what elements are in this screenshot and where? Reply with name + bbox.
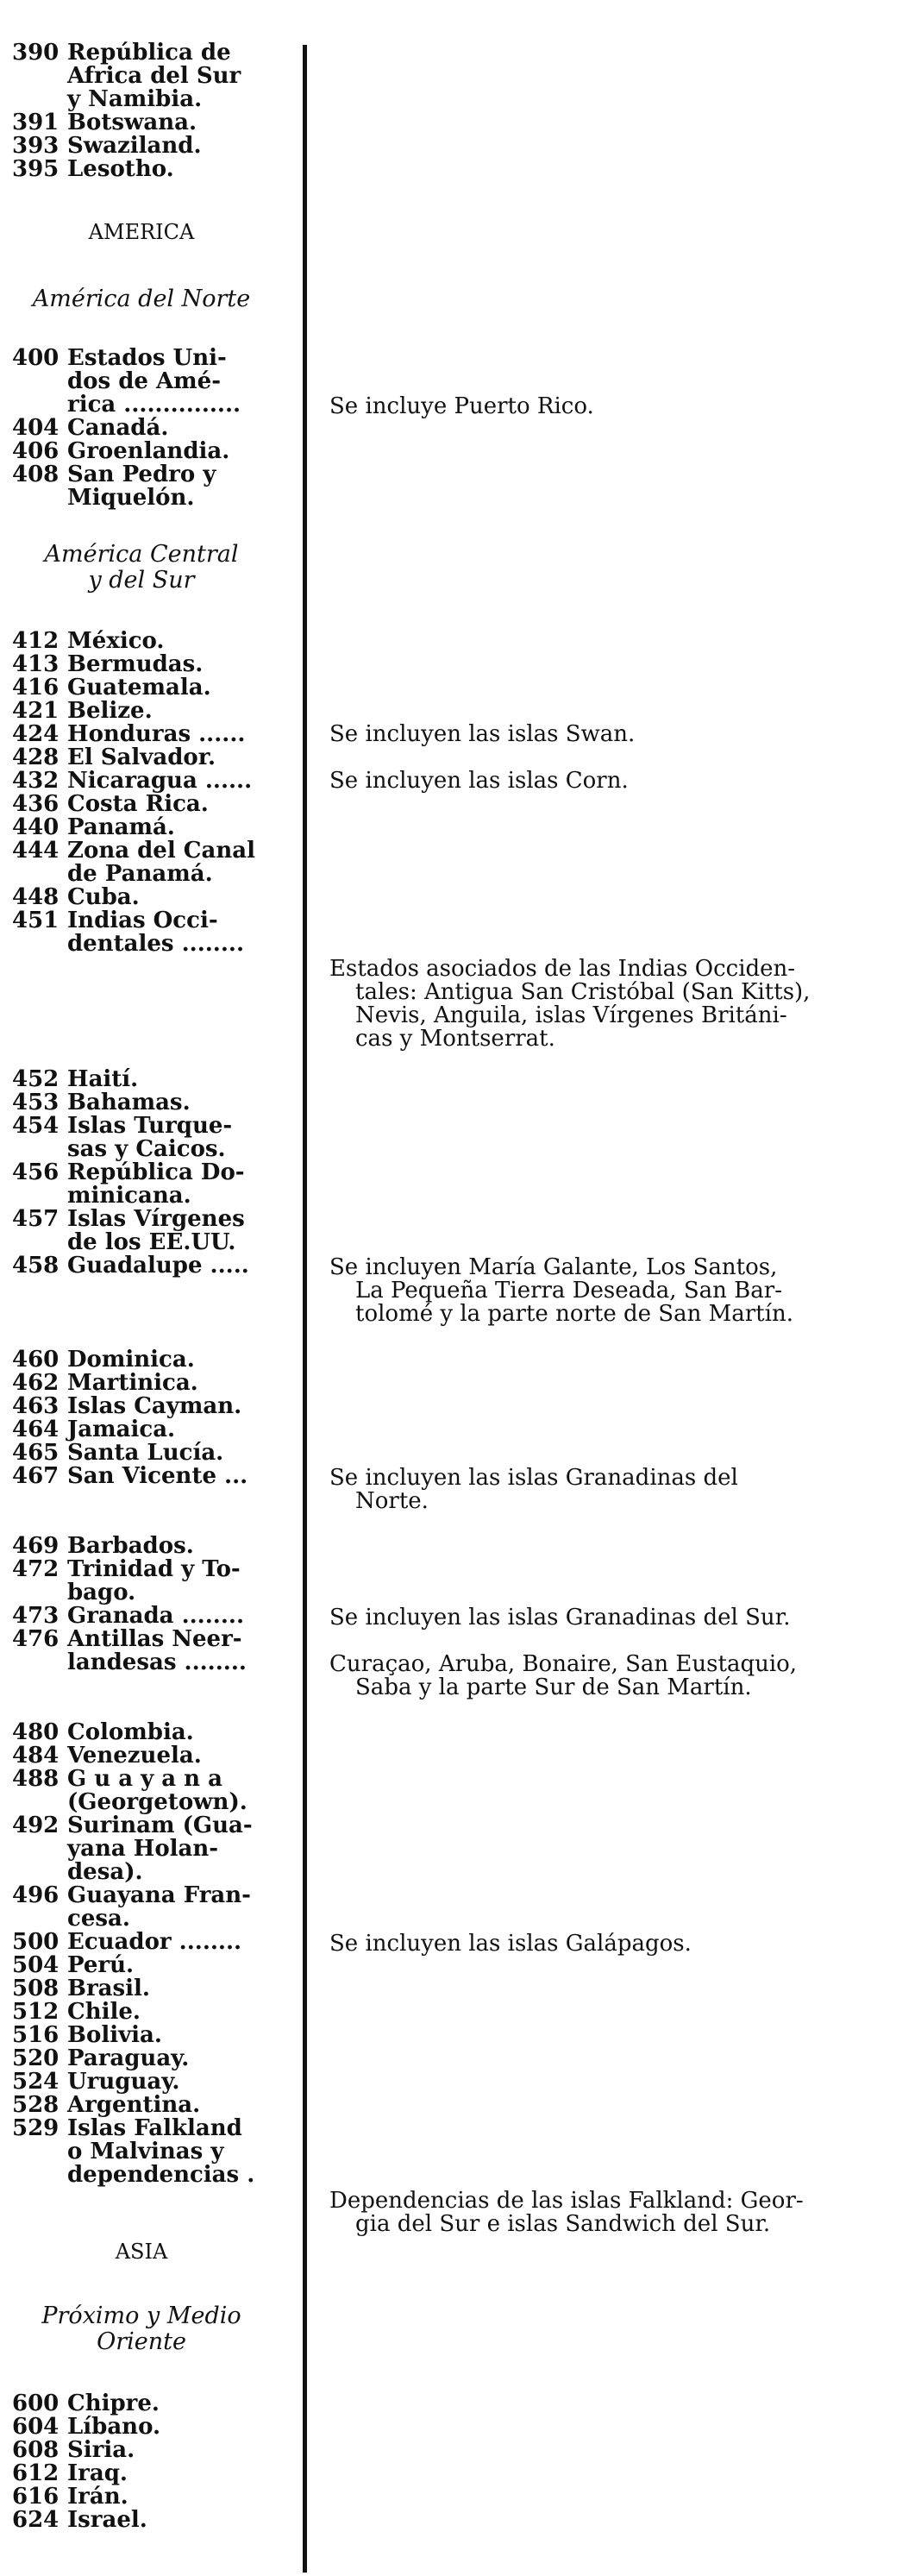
list-item: 504 Perú. bbox=[12, 1952, 135, 1978]
list-item-cont: landesas ........ bbox=[67, 1649, 247, 1675]
list-item: 436 Costa Rica. bbox=[12, 791, 209, 817]
list-item: 390 República de bbox=[12, 40, 231, 66]
list-item: 393 Swaziland. bbox=[12, 133, 202, 159]
list-item: 484 Venezuela. bbox=[12, 1743, 202, 1769]
note: Se incluye Puerto Rico. bbox=[329, 393, 594, 419]
list-item-cont: Miquelón. bbox=[67, 485, 195, 511]
subheading-central-america-2: y del Sur bbox=[88, 567, 195, 594]
list-item-cont: Africa del Sur bbox=[67, 63, 241, 89]
list-item-cont: o Malvinas y bbox=[67, 2139, 224, 2164]
list-item-cont: rica ............... bbox=[67, 392, 241, 418]
list-item-cont: dentales ........ bbox=[67, 931, 245, 957]
list-item: 464 Jamaica. bbox=[12, 1417, 176, 1442]
list-item: 520 Paraguay. bbox=[12, 2045, 190, 2071]
list-item: 452 Haití. bbox=[12, 1066, 139, 1092]
list-item-cont: cesa. bbox=[67, 1906, 130, 1932]
list-item: 616 Irán. bbox=[12, 2484, 128, 2510]
subheading-north-america: América del Norte bbox=[32, 286, 251, 312]
note: Estados asociados de las Indias Occiden- tales: Antigua San Cristóbal (San Kitts), Nevis, Anguila, islas Vírgenes Británi- cas y Montserrat. bbox=[329, 956, 811, 1052]
list-item: 412 México. bbox=[12, 628, 165, 654]
list-item-cont: (Georgetown). bbox=[67, 1789, 247, 1815]
list-item: 424 Honduras ...... bbox=[12, 721, 246, 747]
list-item: 432 Nicaragua ...... bbox=[12, 768, 253, 794]
list-item: 395 Lesotho. bbox=[12, 156, 174, 182]
subheading-near-east: Próximo y Medio bbox=[41, 2303, 241, 2329]
list-item: 460 Dominica. bbox=[12, 1347, 195, 1373]
list-item: 604 Líbano. bbox=[12, 2414, 161, 2440]
list-item: 624 Israel. bbox=[12, 2507, 147, 2533]
note: Se incluyen las islas Granadinas del Sur. bbox=[329, 1605, 791, 1630]
list-item: 400 Estados Uni- bbox=[12, 345, 227, 371]
list-item: 469 Barbados. bbox=[12, 1533, 194, 1559]
list-item: 391 Botswana. bbox=[12, 110, 197, 135]
list-item: 416 Guatemala. bbox=[12, 675, 211, 701]
note: Se incluyen María Galante, Los Santos, La Pequeña Tierra Deseada, San Bar- tolomé y la parte norte de San Martín. bbox=[329, 1254, 793, 1327]
list-item: 406 Groenlandia. bbox=[12, 438, 230, 464]
list-item: 413 Bermudas. bbox=[12, 651, 204, 677]
list-item: 528 Argentina. bbox=[12, 2092, 201, 2118]
list-item: 462 Martinica. bbox=[12, 1370, 198, 1396]
list-item: 453 Bahamas. bbox=[12, 1090, 191, 1115]
list-item: 456 República Do- bbox=[12, 1159, 245, 1185]
list-item: 463 Islas Cayman. bbox=[12, 1393, 242, 1419]
list-item: 496 Guayana Fran- bbox=[12, 1882, 251, 1908]
note: Curaçao, Aruba, Bonaire, San Eustaquio, Saba y la parte Sur de San Martín. bbox=[329, 1651, 798, 1700]
list-item: 508 Brasil. bbox=[12, 1976, 150, 2001]
list-item: 465 Santa Lucía. bbox=[12, 1440, 224, 1466]
list-item: 488 G u a y a n a bbox=[12, 1766, 222, 1792]
list-item: 476 Antillas Neer- bbox=[12, 1626, 242, 1652]
list-item: 440 Panamá. bbox=[12, 814, 175, 840]
list-item: 512 Chile. bbox=[12, 1999, 141, 2025]
list-item: 500 Ecuador ........ bbox=[12, 1929, 242, 1955]
list-item: 467 San Vicente ... bbox=[12, 1463, 248, 1489]
list-item-cont: de Panamá. bbox=[67, 861, 213, 887]
list-item: 421 Belize. bbox=[12, 698, 153, 724]
list-item: 600 Chipre. bbox=[12, 2391, 160, 2416]
section-heading-asia: ASIA bbox=[115, 2240, 168, 2264]
list-item: 454 Islas Turque- bbox=[12, 1113, 233, 1139]
column-divider bbox=[303, 45, 307, 2573]
list-item: 524 Uruguay. bbox=[12, 2069, 180, 2095]
subheading-central-america: América Central bbox=[44, 541, 239, 568]
list-item: 516 Bolivia. bbox=[12, 2022, 162, 2048]
note: Se incluyen las islas Swan. bbox=[329, 721, 636, 747]
list-item-cont: minicana. bbox=[67, 1183, 191, 1209]
list-item: 529 Islas Falkland bbox=[12, 2115, 242, 2141]
list-item: 448 Cuba. bbox=[12, 884, 140, 910]
list-item: 472 Trinidad y To- bbox=[12, 1556, 241, 1582]
list-item-cont: y Namibia. bbox=[67, 86, 203, 112]
subheading-near-east-2: Oriente bbox=[97, 2328, 186, 2355]
list-item: 473 Granada ........ bbox=[12, 1603, 244, 1629]
list-item: 457 Islas Vírgenes bbox=[12, 1206, 245, 1232]
list-item: 408 San Pedro y bbox=[12, 462, 216, 487]
note: Se incluyen las islas Corn. bbox=[329, 768, 629, 794]
list-item: 458 Guadalupe ..... bbox=[12, 1253, 249, 1279]
list-item: 612 Iraq. bbox=[12, 2460, 128, 2486]
note: Se incluyen las islas Granadinas del Norte. bbox=[329, 1465, 738, 1514]
list-item: 451 Indias Occi- bbox=[12, 908, 218, 933]
list-item: 404 Canadá. bbox=[12, 415, 169, 441]
list-item-cont: yana Holan- bbox=[67, 1836, 219, 1862]
list-item-cont: sas y Caicos. bbox=[67, 1136, 226, 1162]
list-item-cont: de los EE.UU. bbox=[67, 1229, 236, 1255]
list-item: 444 Zona del Canal bbox=[12, 838, 255, 864]
list-item-cont: desa). bbox=[67, 1859, 143, 1885]
note: Dependencias de las islas Falkland: Geor- gia del Sur e islas Sandwich del Sur. bbox=[329, 2188, 804, 2237]
list-item: 480 Colombia. bbox=[12, 1719, 194, 1745]
section-heading-america: AMERICA bbox=[88, 220, 195, 244]
note: Se incluyen las islas Galápagos. bbox=[329, 1931, 692, 1957]
list-item-cont: dos de Amé- bbox=[67, 368, 222, 394]
list-item: 608 Siria. bbox=[12, 2437, 135, 2463]
list-item-cont: dependencias . bbox=[67, 2162, 255, 2188]
list-item-cont: bago. bbox=[67, 1580, 136, 1605]
list-item: 492 Surinam (Gua- bbox=[12, 1813, 253, 1838]
list-item: 428 El Salvador. bbox=[12, 745, 216, 770]
